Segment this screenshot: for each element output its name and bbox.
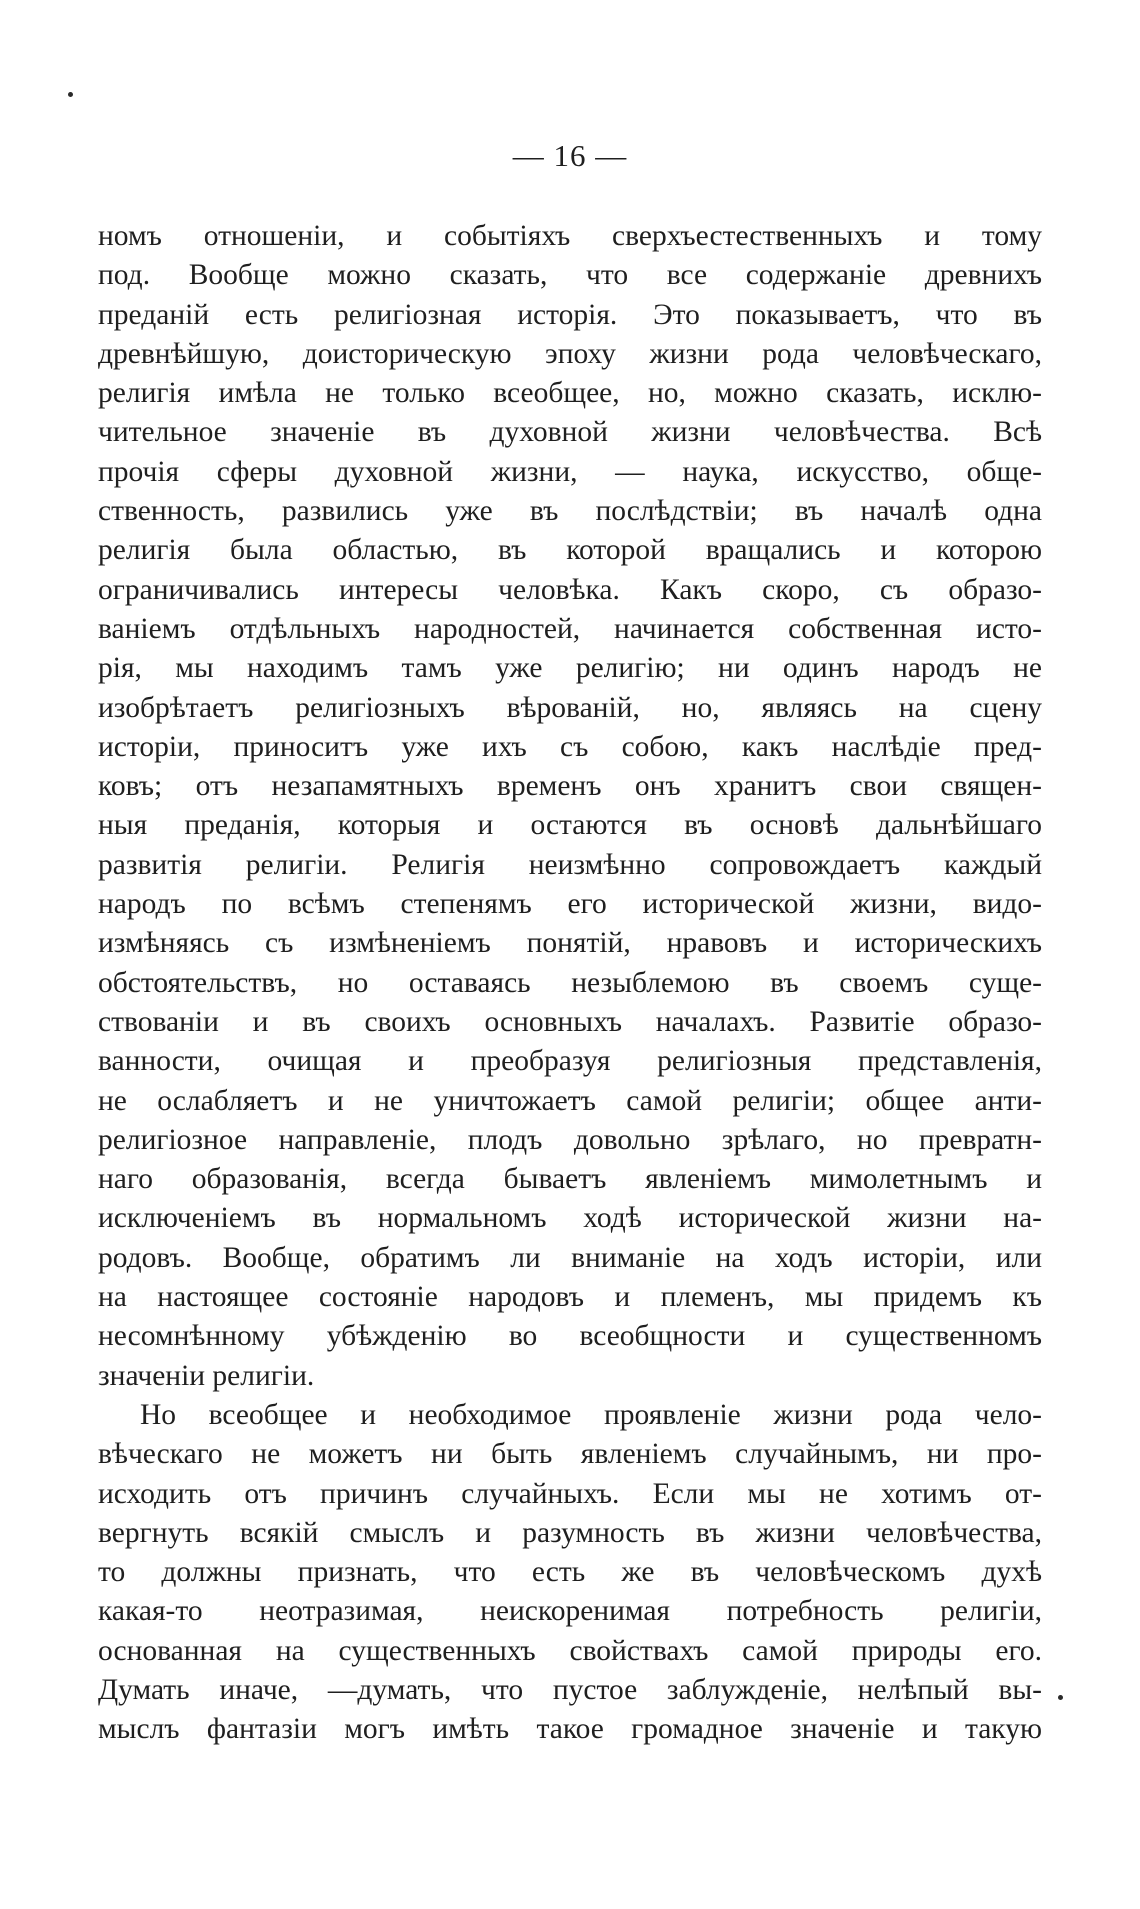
text-line: ствованіи и въ своихъ основныхъ началахъ. Развитіе образо-	[98, 1005, 1042, 1038]
text-line: вѣческаго не можетъ ни быть явленіемъ случайнымъ, ни про-	[98, 1438, 1042, 1471]
text-line: ственность, развились уже въ послѣдствіи; въ началѣ одна	[98, 495, 1042, 528]
text-line: несомнѣнному убѣжденію во всеобщности и существенномъ	[98, 1320, 1042, 1353]
text-line: под. Вообще можно сказать, что все содержаніе древнихъ	[98, 259, 1042, 292]
text-line: ныя преданія, которыя и остаются въ основѣ дальнѣйшаго	[98, 809, 1042, 842]
text-line: на настоящее состояніе народовъ и племенъ, мы придемъ къ	[98, 1281, 1042, 1314]
text-line: основанная на существенныхъ свойствахъ самой природы его.	[98, 1634, 1042, 1667]
text-line: ванности, очищая и преобразуя религіозныя представленія,	[98, 1045, 1042, 1078]
print-speck	[68, 92, 73, 97]
text-line: наго образованія, всегда бываетъ явленіемъ мимолетнымъ и	[98, 1163, 1042, 1196]
text-line: исторіи, приноситъ уже ихъ съ собою, какъ наслѣдіе пред-	[98, 730, 1042, 763]
text-line: преданій есть религіозная исторія. Это показываетъ, что въ	[98, 298, 1042, 331]
text-line: развитія религіи. Религія неизмѣнно сопровождаетъ каждый	[98, 848, 1042, 881]
text-line: обстоятельствъ, но оставаясь незыблемою въ своемъ суще-	[98, 966, 1042, 999]
text-line: Думать иначе, —думать, что пустое заблужденіе, нелѣпый вы-	[98, 1673, 1042, 1706]
paragraph-2	[98, 1396, 1042, 1750]
text-line: исходить отъ причинъ случайныхъ. Если мы не хотимъ от-	[98, 1477, 1042, 1510]
text-line: значеніи религіи.	[98, 1359, 315, 1392]
text-line: рія, мы находимъ тамъ уже религію; ни одинъ народъ не	[98, 652, 1042, 685]
text-line: ваніемъ отдѣльныхъ народностей, начинается собственная исто-	[98, 612, 1042, 645]
text-line: религіозное направленіе, плодъ довольно зрѣлаго, но превратн-	[98, 1123, 1042, 1156]
text-line: ковъ; отъ незапамятныхъ временъ онъ хранитъ свои священ-	[98, 770, 1042, 803]
body-text	[98, 217, 1042, 1750]
paragraph-1	[98, 217, 1042, 1396]
text-line: древнѣйшую, доисторическую эпоху жизни рода человѣческаго,	[98, 337, 1042, 370]
text-line: чительное значеніе въ духовной жизни человѣчества. Всѣ	[98, 416, 1042, 449]
page-number: — 16 —	[512, 138, 628, 173]
text-line: родовъ. Вообще, обратимъ ли вниманіе на ходъ исторіи, или	[98, 1241, 1042, 1274]
print-speck	[1058, 1695, 1063, 1700]
text-line: то должны признать, что есть же въ человѣческомъ духѣ	[98, 1556, 1042, 1589]
text-line: Но всеобщее и необходимое проявленіе жизни рода чело-	[140, 1398, 1042, 1431]
text-line: номъ отношеніи, и событіяхъ сверхъестественныхъ и тому	[98, 220, 1042, 252]
text-line: мыслъ фантазіи могъ имѣть такое громадное значеніе и такую	[98, 1713, 1042, 1746]
text-line: не ослабляетъ и не уничтожаетъ самой религіи; общее анти-	[98, 1084, 1042, 1117]
text-line: народъ по всѣмъ степенямъ его исторической жизни, видо-	[98, 888, 1042, 921]
text-line: религія имѣла не только всеобщее, но, можно сказать, исклю-	[98, 377, 1042, 410]
text-line: какая-то неотразимая, неискоренимая потребность религіи,	[98, 1595, 1042, 1628]
text-line: вергнуть всякій смыслъ и разумность въ жизни человѣчества,	[98, 1516, 1042, 1549]
text-line: прочія сферы духовной жизни, — наука, искусство, обще-	[98, 455, 1042, 488]
text-line: ограничивались интересы человѣка. Какъ скоро, съ образо-	[98, 573, 1042, 606]
text-line: исключеніемъ въ нормальномъ ходѣ исторической жизни на-	[98, 1202, 1042, 1235]
text-line: религія была областью, въ которой вращались и которою	[98, 534, 1042, 567]
text-line: изобрѣтаетъ религіозныхъ вѣрованій, но, являясь на сцену	[98, 691, 1042, 724]
text-line: измѣняясь съ измѣненіемъ понятій, нравовъ и историческихъ	[98, 927, 1042, 960]
